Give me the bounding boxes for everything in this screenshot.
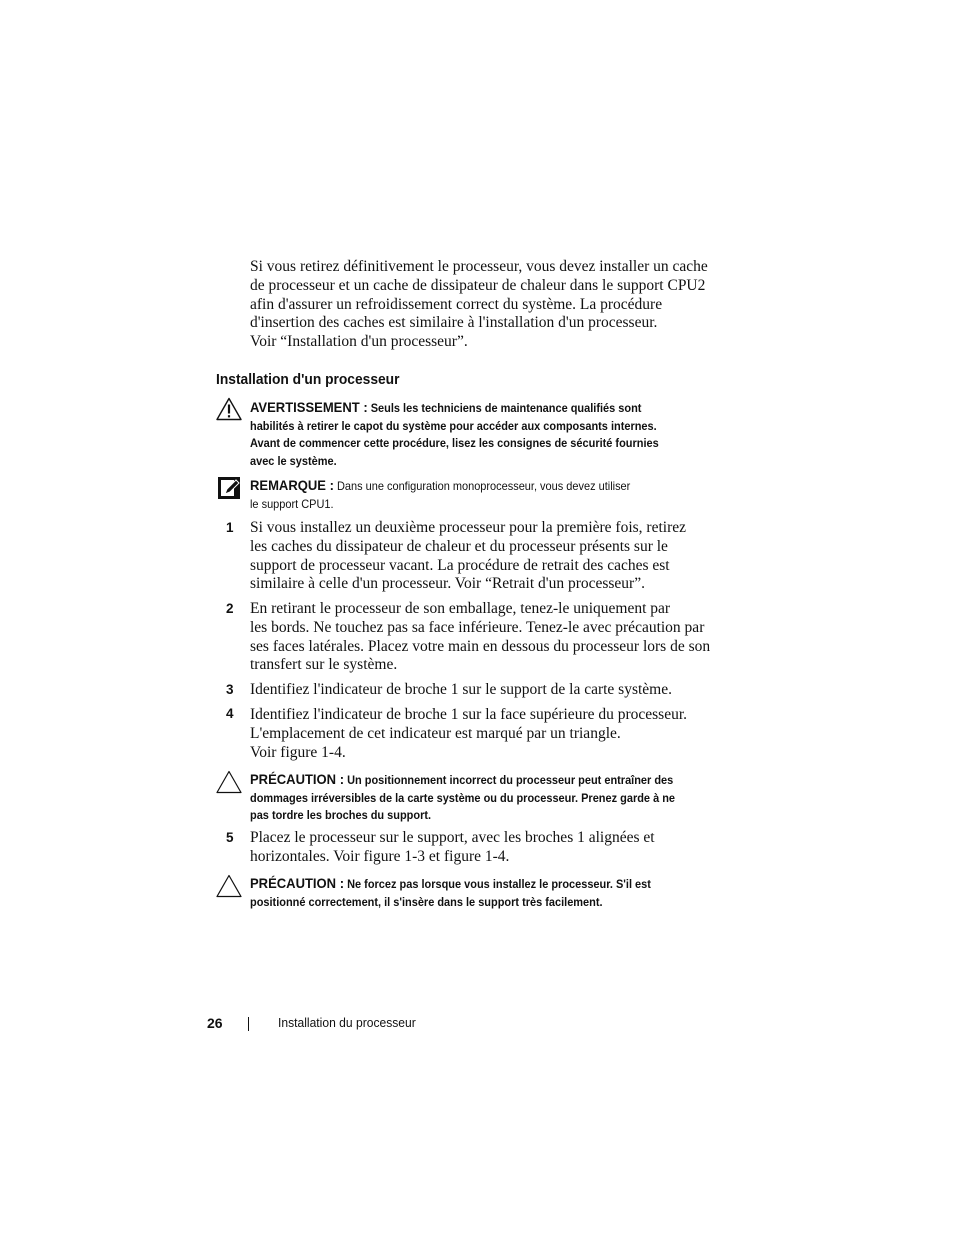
- step-text: [250, 600, 720, 675]
- note-notice: [250, 477, 696, 513]
- step-number: 5: [226, 830, 234, 845]
- step-line: les caches du dissipateur de chaleur et du processeur présents sur le: [250, 537, 668, 555]
- caution-line: Un positionnement incorrect du processeur peut entraîner des: [347, 773, 674, 787]
- note-line: Dans une configuration monoprocesseur, vous devez utiliser: [336, 479, 631, 493]
- step-number: 1: [226, 520, 234, 535]
- step-line: horizontales. Voir figure 1-3 et figure 1-4.: [250, 847, 510, 865]
- intro-line: Voir “Installation d'un processeur”.: [250, 333, 468, 351]
- caution-label: PRÉCAUTION :: [250, 771, 345, 787]
- warning-line: avec le système.: [250, 453, 337, 468]
- step-line: similaire à celle d'un processeur. Voir “Retrait d'un processeur”.: [250, 575, 645, 593]
- intro-line: Si vous retirez définitivement le processeur, vous devez installer un cache: [250, 258, 708, 275]
- step-number: 2: [226, 601, 234, 616]
- step-number: 3: [226, 682, 234, 697]
- caution-line: pas tordre les broches du support.: [250, 808, 432, 823]
- warning-triangle-icon: [216, 397, 242, 421]
- intro-line: de processeur et un cache de dissipateur de chaleur dans le support CPU2: [250, 276, 706, 294]
- caution-line: Ne forcez pas lorsque vous installez le processeur. S'il est: [347, 877, 651, 891]
- note-pencil-icon: [218, 477, 240, 499]
- step-line: les bords. Ne touchez pas sa face inférieure. Tenez-le avec précaution par: [250, 618, 705, 636]
- caution-triangle-icon: [216, 874, 242, 898]
- caution-line: positionné correctement, il s'insère dans le support très facilement.: [250, 894, 603, 909]
- intro-paragraph: [250, 258, 730, 352]
- step-line: Placez le processeur sur le support, avec les broches 1 alignées et: [250, 829, 655, 846]
- footer-chapter-title: Installation du processeur: [278, 1015, 416, 1030]
- warning-notice: [250, 399, 696, 470]
- warning-line: Avant de commencer cette procédure, lisez les consignes de sécurité fournies: [250, 436, 659, 451]
- section-heading: Installation d'un processeur: [216, 371, 400, 388]
- step-text: [250, 829, 720, 867]
- warning-line: habilités à retirer le capot du système pour accéder aux composants internes.: [250, 418, 657, 433]
- intro-line: d'insertion des caches est similaire à l'installation d'un processeur.: [250, 314, 658, 332]
- step-line: L'emplacement de cet indicateur est marqué par un triangle.: [250, 724, 621, 742]
- caution-triangle-icon: [216, 770, 242, 794]
- step-text: [250, 519, 720, 594]
- step-line: transfert sur le système.: [250, 656, 398, 674]
- footer-divider: [248, 1017, 249, 1031]
- warning-label: AVERTISSEMENT :: [250, 399, 368, 415]
- warning-line: Seuls les techniciens de maintenance qualifiés sont: [370, 401, 642, 415]
- step-line: En retirant le processeur de son emballage, tenez-le uniquement par: [250, 600, 671, 617]
- step-line: Voir figure 1-4.: [250, 743, 346, 761]
- step-text: [250, 706, 720, 762]
- note-line: le support CPU1.: [250, 496, 334, 511]
- step-line: Si vous installez un deuxième processeur pour la première fois, retirez: [250, 519, 687, 536]
- step-line: Identifiez l'indicateur de broche 1 sur la face supérieure du processeur.: [250, 706, 688, 723]
- caution-notice: [250, 875, 696, 911]
- intro-line: afin d'assurer un refroidissement correct du système. La procédure: [250, 295, 663, 313]
- caution-line: dommages irréversibles de la carte système ou du processeur. Prenez garde à ne: [250, 790, 676, 805]
- caution-notice: [250, 771, 696, 825]
- step-line: Identifiez l'indicateur de broche 1 sur le support de la carte système.: [250, 681, 672, 698]
- step-line: support de processeur vacant. La procédure de retrait des caches est: [250, 556, 670, 574]
- caution-label: PRÉCAUTION :: [250, 875, 345, 891]
- step-text: [250, 681, 720, 700]
- step-number: 4: [226, 706, 234, 721]
- note-label: REMARQUE :: [250, 477, 334, 493]
- page-number: 26: [207, 1015, 223, 1031]
- step-line: ses faces latérales. Placez votre main en dessous du processeur lors de son: [250, 637, 711, 655]
